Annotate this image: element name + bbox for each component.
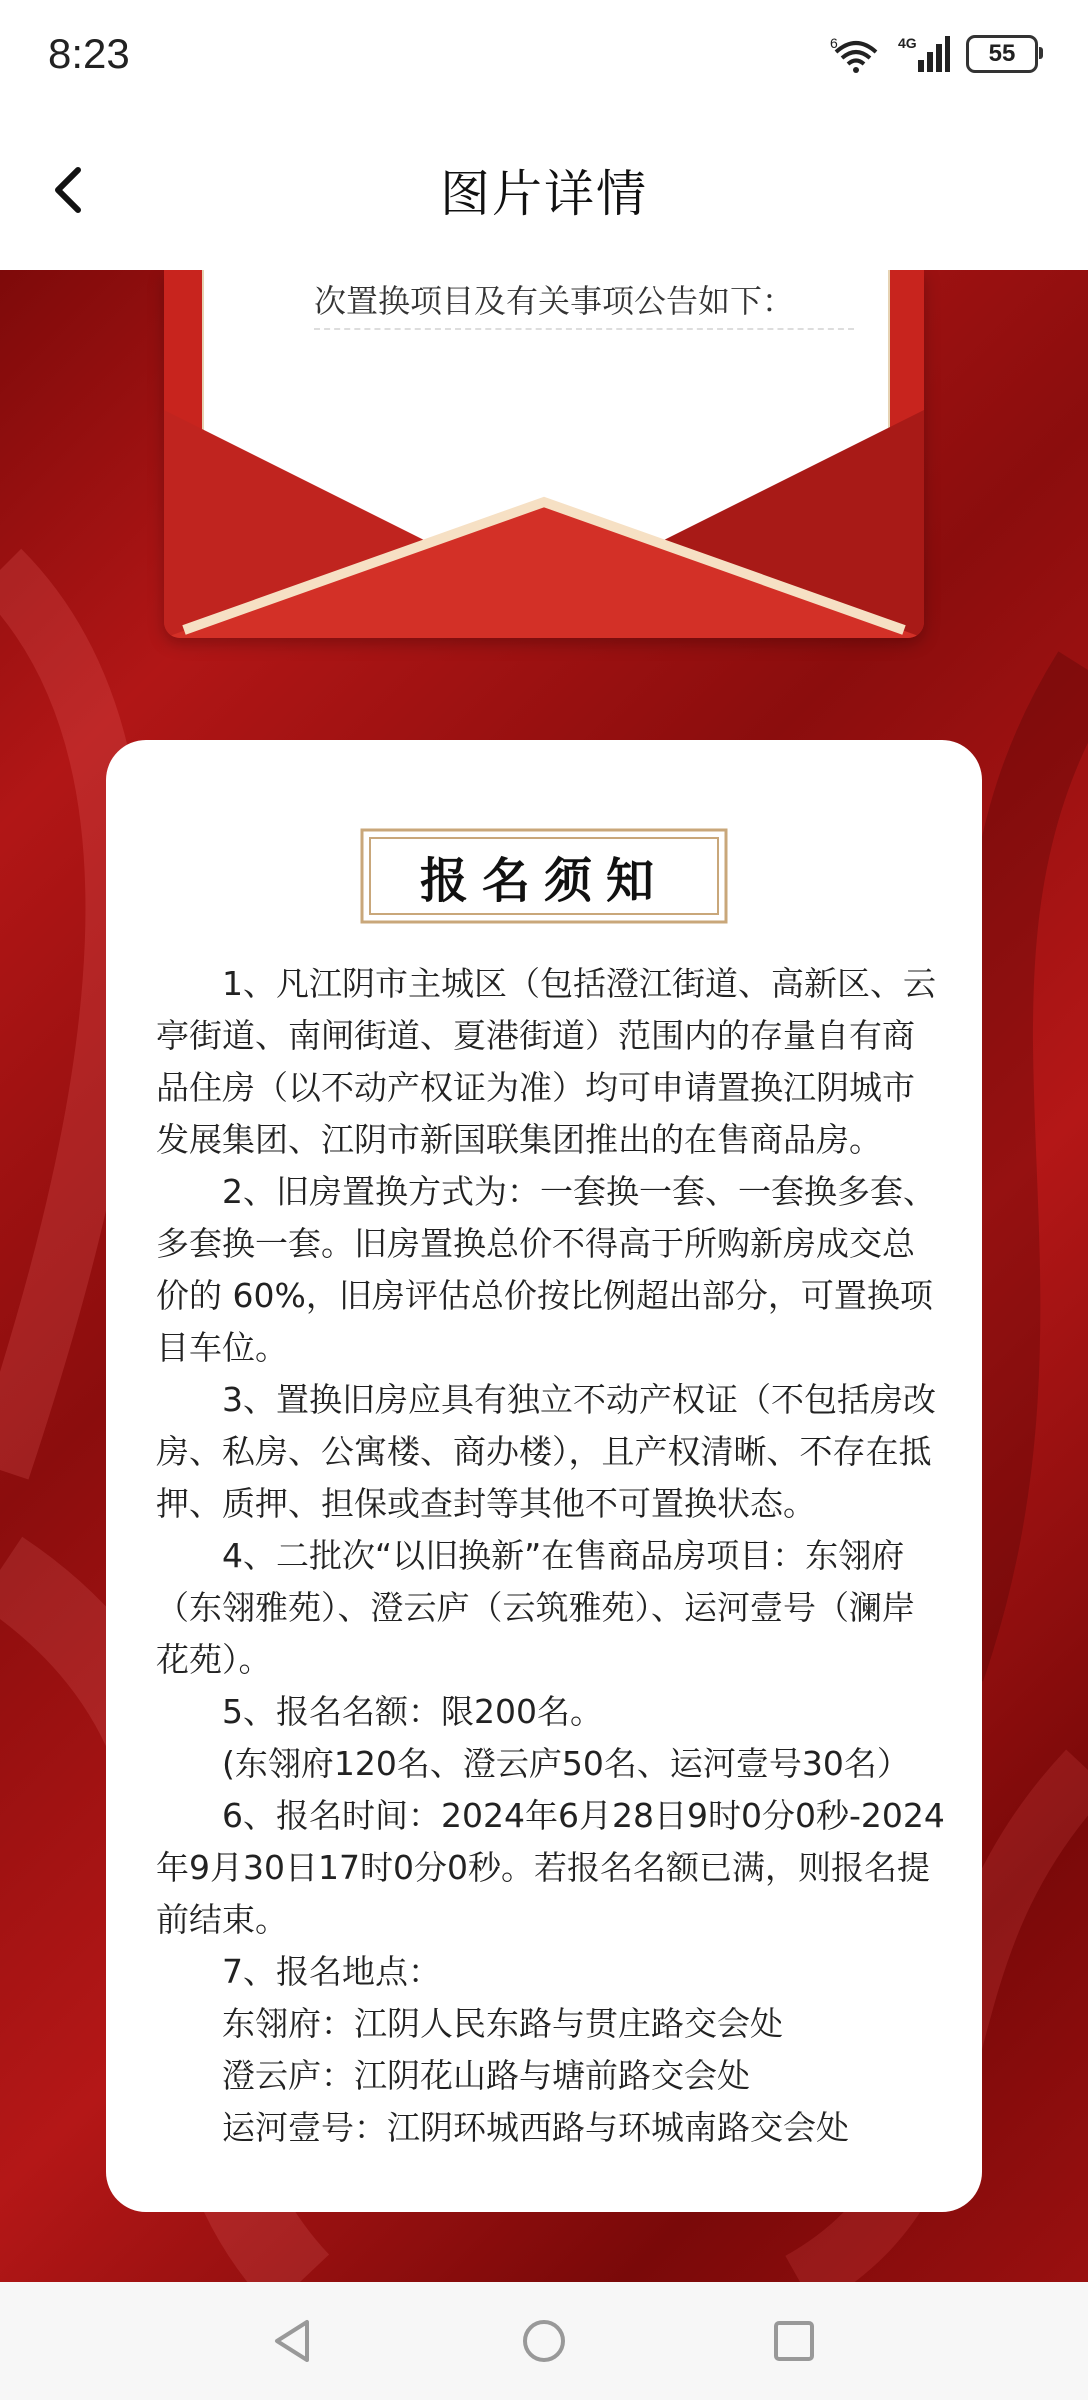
notice-body: [156, 958, 946, 2154]
notice-title: 报名须知: [419, 852, 668, 909]
circle-home-icon: [519, 2316, 569, 2366]
notice-title-frame: [358, 826, 730, 926]
status-icons: [830, 34, 1038, 74]
app-header: [0, 110, 1088, 270]
nav-recents-button[interactable]: [764, 2311, 824, 2371]
nav-home-button[interactable]: [514, 2311, 574, 2371]
notice-item-6: 6、报名时间：2024年6月28日9时0分0秒-2024年9月30日17时0分0秒。若报名名额已满，则报名提前结束。: [156, 1796, 945, 1939]
quota-detail: (东翎府120名、澄云庐50名、运河壹号30名）: [222, 1744, 910, 1783]
notice-item-4: 4、二批次“以旧换新”在售商品房项目：东翎府（东翎雅苑）、澄云庐（云筑雅苑）、运河壹号（澜岸花苑）。: [156, 1536, 915, 1679]
envelope-flap: [164, 270, 924, 638]
notice-item-5: 5、报名名额：限200名。: [222, 1692, 603, 1731]
square-recents-icon: [769, 2316, 819, 2366]
notice-item-7: 7、报名地点：: [222, 1952, 441, 1991]
wifi-icon: [830, 34, 882, 74]
location-dongling: 东翎府：江阴人民东路与贯庄路交会处: [222, 2004, 783, 2043]
status-bar: [0, 0, 1088, 110]
wifi-label: 6: [830, 35, 838, 51]
envelope-text: 次置换项目及有关事项公告如下：: [314, 276, 854, 330]
location-yunhe: 运河壹号：江阴环城西路与环城南路交会处: [222, 2108, 849, 2147]
notice-item-3: 3、置换旧房应具有独立不动产权证（不包括房改房、私房、公寓楼、商办楼），且产权清晰、不存在抵押、质押、担保或查封等其他不可置换状态。: [156, 1380, 936, 1523]
battery-level: 55: [988, 40, 1016, 67]
status-time: 8:23: [48, 30, 130, 77]
system-nav-bar: [0, 2282, 1088, 2400]
location-chengyun: 澄云庐：江阴花山路与塘前路交会处: [222, 2056, 750, 2095]
notice-item-1: 1、凡江阴市主城区（包括澄江街道、高新区、云亭街道、南闸街道、夏港街道）范围内的存量自有商品住房（以不动产权证为准）均可申请置换江阴城市发展集团、江阴市新国联集团推出的在售商品房。: [156, 964, 936, 1159]
nav-back-button[interactable]: [264, 2311, 324, 2371]
triangle-back-icon: [269, 2316, 319, 2366]
battery-icon: [966, 35, 1038, 73]
network-label: 4G: [898, 35, 917, 51]
page-title: 图片详情: [440, 165, 648, 223]
red-envelope: [164, 270, 924, 638]
image-content[interactable]: [0, 270, 1088, 2282]
cellular-signal-icon: [898, 34, 950, 74]
notice-item-2: 2、旧房置换方式为：一套换一套、一套换多套、多套换一套。旧房置换总价不得高于所购新房成交总价的 60%，旧房评估总价按比例超出部分，可置换项目车位。: [156, 1172, 936, 1367]
notice-card: [106, 740, 982, 2212]
